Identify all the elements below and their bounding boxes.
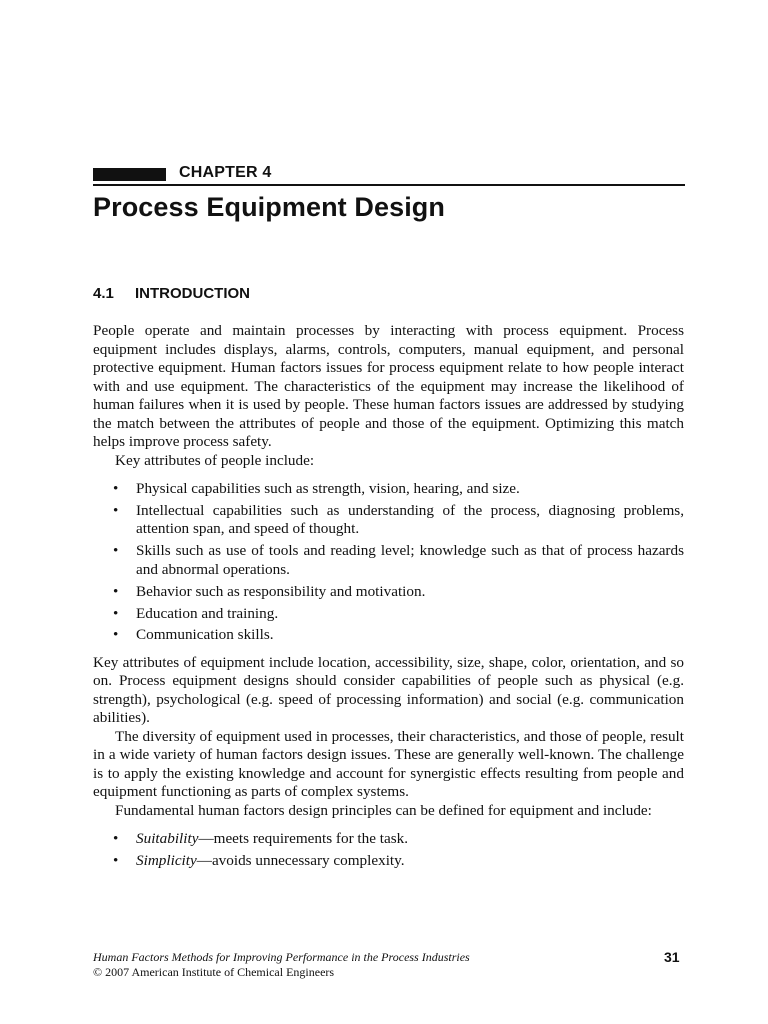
- paragraph: People operate and maintain processes by interacting with process equipment. Process equipment includes displays, alarms, controls, computers, manual equipment, and personal protective equipment. Human factors issues for process equipment relate to how people interact with and use equipment. The characteristics of the equipment may increase the likelihood of human failures when it is used by people. These human factors issues are addressed by studying the match between the attributes of people and those of the equipment. Optimizing this match helps improve process safety.: [93, 322, 684, 450]
- bullet-icon: •: [113, 480, 119, 497]
- people-attributes-list: [93, 480, 684, 645]
- list-item-text: Intellectual capabilities such as understanding of the process, diagnosing problems, attention span, and speed of thought.: [136, 501, 684, 538]
- chapter-label: CHAPTER 4: [179, 164, 272, 181]
- paragraph: Key attributes of people include:: [115, 451, 315, 469]
- list-item: [93, 542, 684, 579]
- paragraph: Fundamental human factors design principles can be defined for equipment and include:: [115, 801, 652, 819]
- principle-desc: —meets requirements for the task.: [198, 830, 409, 848]
- section-heading: [93, 285, 250, 302]
- list-item: [93, 583, 684, 602]
- body-text: [93, 322, 684, 880]
- bullet-icon: •: [113, 852, 119, 870]
- footer: [93, 950, 470, 980]
- bullet-icon: •: [113, 626, 119, 644]
- bullet-icon: •: [113, 604, 119, 622]
- list-item-text: Physical capabilities such as strength, vision, hearing, and size.: [136, 480, 520, 497]
- principle-term: Suitability: [136, 830, 199, 848]
- footer-book-title: Human Factors Methods for Improving Performance in the Process Industries: [93, 950, 470, 964]
- section-number: 4.1: [93, 285, 114, 302]
- principle-desc: —avoids unnecessary complexity.: [196, 852, 405, 870]
- paragraph: Key attributes of equipment include location, accessibility, size, shape, color, orientation, and so on. Process equipment designs should consider capabilities of people such as physical (e.g. strength), psychological (e.g. speed of processing information) and social (e.g. communication abilities).: [93, 653, 684, 727]
- footer-copyright: © 2007 American Institute of Chemical Engineers: [93, 965, 335, 979]
- list-item: [93, 480, 684, 499]
- chapter-rule: [93, 184, 685, 186]
- bullet-icon: •: [113, 501, 119, 519]
- bullet-icon: •: [113, 542, 119, 560]
- list-item: [93, 502, 684, 539]
- list-item: [93, 626, 684, 645]
- list-item: [93, 852, 684, 871]
- list-item: [93, 605, 684, 624]
- bullet-icon: •: [113, 582, 119, 600]
- chapter-title: Process Equipment Design: [93, 192, 445, 222]
- page-number: 31: [664, 949, 680, 965]
- list-item-text: Education and training.: [136, 604, 279, 622]
- list-item: [93, 830, 684, 849]
- principles-list: [93, 830, 684, 870]
- section-title: INTRODUCTION: [135, 285, 250, 302]
- chapter-bar: [93, 168, 166, 181]
- list-item-text: Behavior such as responsibility and motivation.: [136, 582, 426, 600]
- list-item-text: Communication skills.: [136, 626, 274, 644]
- principle-term: Simplicity: [136, 852, 197, 870]
- list-item-text: Skills such as use of tools and reading level; knowledge such as that of process hazards and abnormal operations.: [136, 542, 684, 578]
- bullet-icon: •: [113, 830, 119, 848]
- paragraph: The diversity of equipment used in processes, their characteristics, and those of people, result in a wide variety of human factors design issues. These are generally well-known. The challenge is to apply the existing knowledge and account for synergistic effects resulting from people and equipment functioning as parts of complex systems.: [93, 727, 684, 801]
